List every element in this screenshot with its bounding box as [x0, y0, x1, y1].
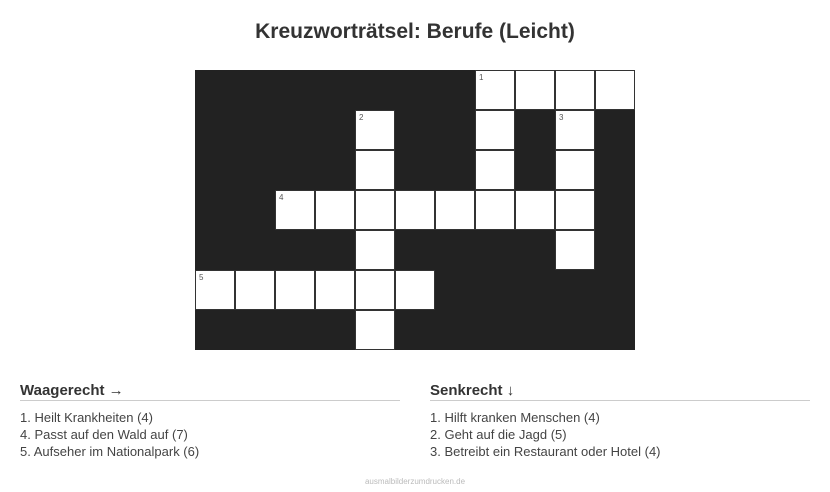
- down-clue-list: [430, 409, 810, 460]
- crossword-cell[interactable]: [195, 270, 235, 310]
- down-heading: Senkrecht ↓: [430, 382, 810, 401]
- crossword-cell[interactable]: [355, 310, 395, 350]
- crossword-cell[interactable]: [355, 110, 395, 150]
- crossword-cell[interactable]: [355, 230, 395, 270]
- crossword-cell[interactable]: [315, 270, 355, 310]
- crossword-cell[interactable]: [475, 70, 515, 110]
- across-clue: 4. Passt auf den Wald auf (7): [20, 427, 188, 442]
- crossword-cell[interactable]: [595, 70, 635, 110]
- footer-credit: ausmalbilderzumdrucken.de: [364, 477, 466, 486]
- across-heading: Waagerecht →: [20, 382, 400, 401]
- down-clues: [430, 382, 810, 460]
- crossword-cell[interactable]: [555, 150, 595, 190]
- crossword-cell[interactable]: [555, 230, 595, 270]
- across-clue: 1. Heilt Krankheiten (4): [20, 410, 153, 425]
- down-clue: 3. Betreibt ein Restaurant oder Hotel (4): [430, 444, 661, 459]
- down-clue: 2. Geht auf die Jagd (5): [430, 427, 567, 442]
- crossword-cell[interactable]: [555, 190, 595, 230]
- crossword-cell[interactable]: [475, 150, 515, 190]
- crossword-cell[interactable]: [355, 270, 395, 310]
- crossword-cell[interactable]: [555, 70, 595, 110]
- clue-number: 3: [559, 113, 564, 122]
- crossword-cell[interactable]: [395, 190, 435, 230]
- crossword-cell[interactable]: [355, 190, 395, 230]
- crossword-cell[interactable]: [355, 150, 395, 190]
- crossword-cell[interactable]: [275, 190, 315, 230]
- crossword-cell[interactable]: [515, 70, 555, 110]
- crossword-grid: [195, 70, 635, 350]
- crossword-cell[interactable]: [475, 190, 515, 230]
- across-clue: 5. Aufseher im Nationalpark (6): [20, 444, 200, 459]
- crossword-cell[interactable]: [275, 270, 315, 310]
- clue-number: 5: [199, 273, 204, 282]
- across-clues: [20, 382, 400, 460]
- clue-number: 1: [479, 73, 484, 82]
- crossword-cell[interactable]: [235, 270, 275, 310]
- crossword-cell[interactable]: [515, 190, 555, 230]
- clue-number: 4: [279, 193, 284, 202]
- crossword-cell[interactable]: [435, 190, 475, 230]
- page-title: Kreuzworträtsel: Berufe (Leicht): [255, 20, 575, 43]
- clue-number: 2: [359, 113, 364, 122]
- crossword-cell[interactable]: [555, 110, 595, 150]
- down-clue: 1. Hilft kranken Menschen (4): [430, 410, 600, 425]
- crossword-cell[interactable]: [395, 270, 435, 310]
- across-clue-list: [20, 409, 400, 460]
- crossword-cell[interactable]: [475, 110, 515, 150]
- crossword-cell[interactable]: [315, 190, 355, 230]
